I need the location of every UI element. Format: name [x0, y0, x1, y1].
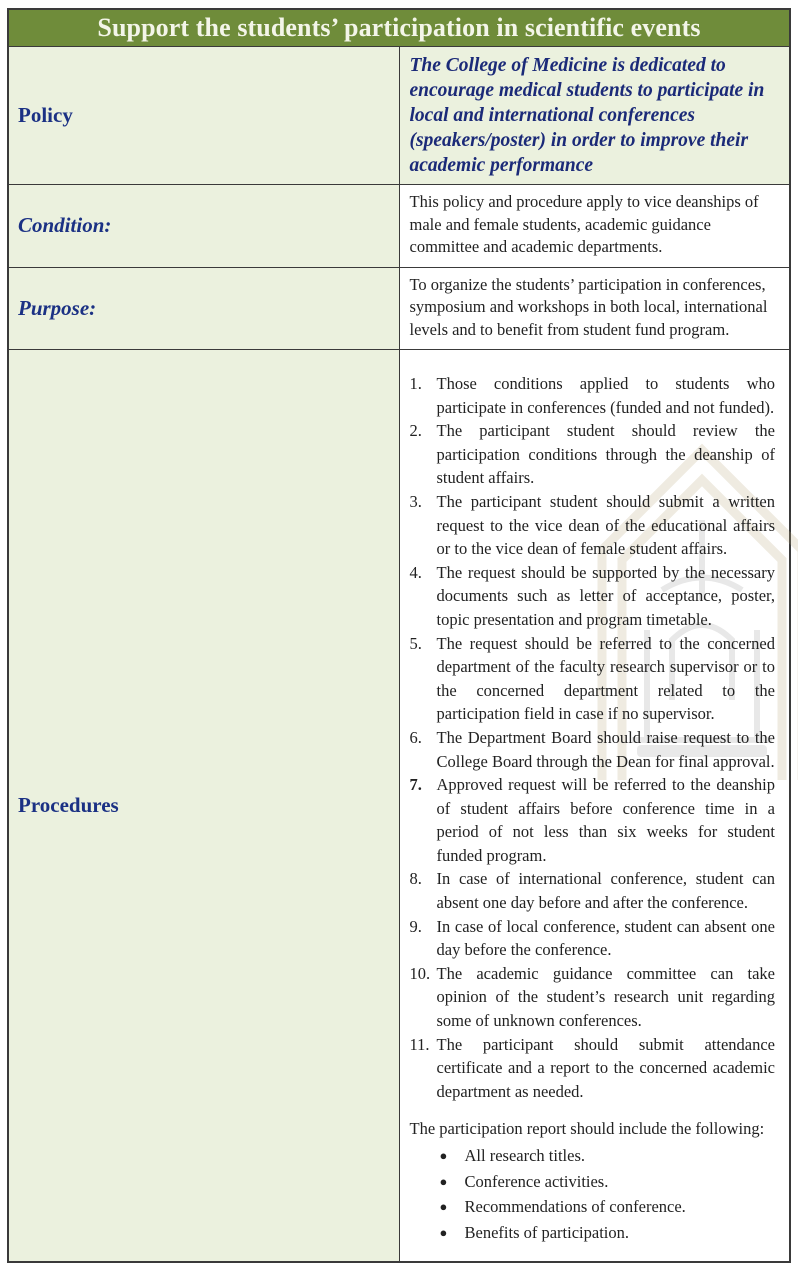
list-item: [410, 962, 776, 1033]
policy-text: The College of Medicine is dedicated to encourage medical students to participate in local and international conferences (speakers/poster) in order to improve their academic performance: [399, 47, 790, 185]
item-number: 1.: [410, 372, 437, 419]
bullet-icon: ●: [440, 1194, 465, 1220]
item-text: In case of international conference, student can absent one day before and after the conference.: [437, 867, 776, 914]
bullet-item: [440, 1220, 776, 1246]
item-number: 3.: [410, 490, 437, 561]
item-number: 10.: [410, 962, 437, 1033]
list-item: [410, 632, 776, 726]
purpose-label: Purpose:: [8, 267, 399, 350]
item-text: The request should be referred to the concerned department of the faculty research supervisor or to the concerned department related to the participation field in case if no supervisor.: [437, 632, 776, 726]
list-item: [410, 915, 776, 962]
item-text: Approved request will be referred to the deanship of student affairs before conference time in a period of not less than six weeks for student funded program.: [437, 773, 776, 867]
item-number: 6.: [410, 726, 437, 773]
report-bullet-list: [410, 1143, 776, 1245]
item-text: In case of local conference, student can absent one day before the conference.: [437, 915, 776, 962]
procedures-list: [410, 372, 776, 1103]
item-number: 9.: [410, 915, 437, 962]
bullet-icon: ●: [440, 1169, 465, 1195]
condition-row: [8, 185, 790, 268]
procedures-label: Procedures: [8, 350, 399, 1263]
bullet-icon: ●: [440, 1220, 465, 1246]
list-item: [410, 726, 776, 773]
item-text: The academic guidance committee can take opinion of the student’s research unit regarding some of unknown conferences.: [437, 962, 776, 1033]
bullet-item: [440, 1143, 776, 1169]
policy-row: [8, 47, 790, 185]
item-number: 11.: [410, 1033, 437, 1104]
bullet-text: Benefits of participation.: [465, 1220, 630, 1246]
item-number: 4.: [410, 561, 437, 632]
bullet-icon: ●: [440, 1143, 465, 1169]
list-item: [410, 773, 776, 867]
document-title: Support the students’ participation in scientific events: [8, 9, 790, 47]
bullet-item: [440, 1194, 776, 1220]
item-number: 2.: [410, 419, 437, 490]
list-item: [410, 372, 776, 419]
list-item: [410, 561, 776, 632]
procedures-row: [8, 350, 790, 1263]
report-intro: The participation report should include the following:: [410, 1117, 776, 1141]
bullet-text: Recommendations of conference.: [465, 1194, 686, 1220]
item-text: The request should be supported by the necessary documents such as letter of acceptance, poster, topic presentation and program timetable.: [437, 561, 776, 632]
item-number: 7.: [410, 773, 437, 867]
list-item: [410, 490, 776, 561]
list-item: [410, 1033, 776, 1104]
bullet-text: All research titles.: [465, 1143, 586, 1169]
policy-label: Policy: [8, 47, 399, 185]
item-text: The participant student should submit a written request to the vice dean of the educational affairs or to the vice dean of female student affairs.: [437, 490, 776, 561]
condition-label: Condition:: [8, 185, 399, 268]
condition-text: This policy and procedure apply to vice deanships of male and female students, academic guidance committee and academic departments.: [399, 185, 790, 268]
bullet-text: Conference activities.: [465, 1169, 609, 1195]
item-number: 5.: [410, 632, 437, 726]
bullet-item: [440, 1169, 776, 1195]
item-text: The participant student should review the participation conditions through the deanship of student affairs.: [437, 419, 776, 490]
policy-table: [7, 8, 791, 1263]
purpose-text: To organize the students’ participation in conferences, symposium and workshops in both local, international levels and to benefit from student fund program.: [399, 267, 790, 350]
item-text: The participant should submit attendance certificate and a report to the concerned academic department as needed.: [437, 1033, 776, 1104]
item-number: 8.: [410, 867, 437, 914]
item-text: The Department Board should raise request to the College Board through the Dean for final approval.: [437, 726, 776, 773]
list-item: [410, 419, 776, 490]
procedures-content: [399, 350, 790, 1263]
list-item: [410, 867, 776, 914]
title-row: [8, 9, 790, 47]
item-text: Those conditions applied to students who participate in conferences (funded and not funded).: [437, 372, 776, 419]
purpose-row: [8, 267, 790, 350]
